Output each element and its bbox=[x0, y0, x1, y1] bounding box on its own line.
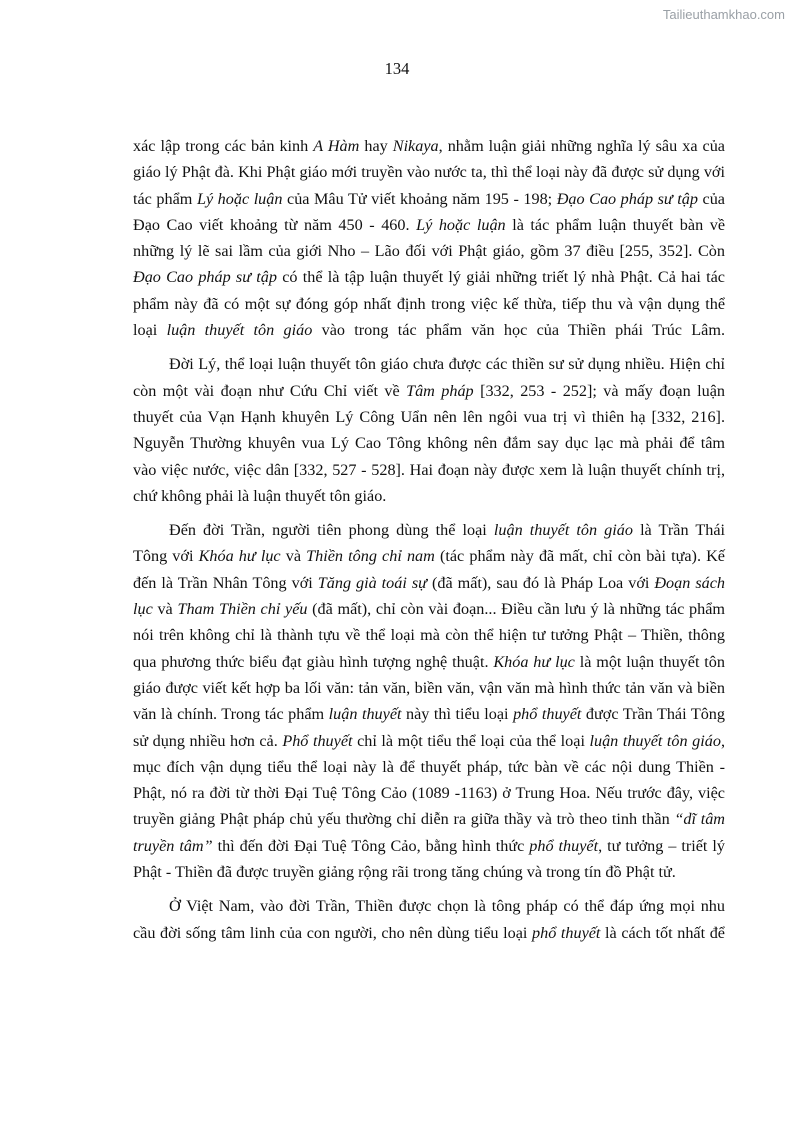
text-run: truyền giảng Phật pháp chủ yếu thường chỉ diễn ra giữa thầy và trò theo tinh thần bbox=[133, 810, 675, 829]
text-line bbox=[133, 780, 725, 806]
italic-title: luận thuyết tôn giáo bbox=[493, 521, 633, 540]
italic-title: truyền tâm” bbox=[133, 836, 213, 855]
body-text bbox=[133, 133, 725, 946]
text-run: qua phương thức biểu đạt giàu hình tượng nghệ thuật. bbox=[133, 652, 494, 671]
text-line bbox=[133, 404, 725, 430]
italic-title: Khóa hư lục bbox=[493, 652, 575, 671]
text-run: của Mâu Tử viết khoảng năm 195 - 198; bbox=[282, 189, 557, 208]
text-line bbox=[133, 378, 725, 404]
text-line bbox=[133, 517, 725, 543]
text-line bbox=[133, 351, 725, 377]
italic-title: lục bbox=[133, 600, 153, 619]
text-run: là cách tốt nhất để bbox=[600, 923, 725, 942]
text-run: sử dụng nhiều hơn cả. bbox=[133, 731, 283, 750]
text-line bbox=[133, 430, 725, 456]
text-run: hay bbox=[359, 137, 393, 155]
text-run: Đời Lý, thể loại luận thuyết tôn giáo chưa được các thiền sư sử dụng nhiều. Hiện chỉ bbox=[169, 355, 725, 374]
italic-title: phổ thuyết bbox=[513, 705, 582, 724]
text-run: có thể là tập luận thuyết lý giải những triết lý nhà Phật. Cả hai tác bbox=[276, 268, 725, 287]
text-line bbox=[133, 675, 725, 701]
text-run: (tác phẩm này đã mất, chỉ còn bài tựa). Kế bbox=[434, 547, 725, 566]
text-run: mục đích vận dụng tiểu thể loại này là để thuyết pháp, tức bàn về các nội dung Thiền - bbox=[133, 757, 725, 776]
text-run: được Trần Thái Tông bbox=[581, 705, 725, 724]
italic-title: Khóa hư lục bbox=[198, 547, 281, 566]
text-line bbox=[133, 649, 725, 675]
page-number: 134 bbox=[384, 59, 410, 78]
text-run: còn một vài đoạn như Cứu Chỉ viết về bbox=[133, 381, 407, 400]
text-line bbox=[133, 264, 725, 290]
text-run: , nhằm luận giải những nghĩa lý sâu xa của bbox=[438, 137, 725, 155]
text-run: phẩm này đã có một sự đóng góp nhất định trong việc kế thừa, tiếp thu và vận dụng thể bbox=[133, 294, 725, 313]
italic-title: Đoạn sách bbox=[654, 573, 725, 592]
text-run: Ở Việt Nam, vào đời Trần, Thiền được chọn là tông pháp có thể đáp ứng mọi nhu bbox=[169, 897, 725, 916]
text-run: Nguyễn Thường khuyên vua Lý Cao Tông không nên đắm say dục lạc mà phải để tâm bbox=[133, 434, 725, 453]
text-line bbox=[133, 543, 725, 569]
italic-title: phổ thuyết bbox=[532, 923, 601, 942]
italic-title: luận thuyết tôn giáo bbox=[166, 321, 313, 340]
text-line bbox=[133, 701, 725, 727]
italic-title: phổ thuyết bbox=[529, 836, 599, 855]
text-run: là tác phẩm luận thuyết bàn về bbox=[505, 215, 725, 234]
text-run: này thì tiểu loại bbox=[401, 705, 514, 724]
text-run: cầu đời sống tâm linh của con người, cho nên dùng tiểu loại bbox=[133, 923, 532, 942]
text-run: thuyết của Vạn Hạnh khuyên Lý Công Uẩn nên lên ngôi vua trị vì thiên hạ [332, 216]. bbox=[133, 407, 725, 426]
text-run: Đạo Cao viết khoảng từ năm 450 - 460. bbox=[133, 215, 417, 234]
text-run: vào việc nước, việc dân [332, 527 - 528]. Hai đoạn này được xem là luận thuyết chính trị, bbox=[133, 460, 725, 479]
text-run: loại bbox=[133, 321, 167, 340]
text-run: thì đến đời Đại Tuệ Tông Cảo, bằng hình thức bbox=[212, 836, 530, 855]
text-line bbox=[133, 859, 725, 885]
text-line bbox=[133, 212, 725, 238]
text-run: chỉ là một tiểu thể loại của thể loại bbox=[352, 731, 590, 750]
text-run: và bbox=[152, 600, 178, 619]
italic-title: Đạo Cao pháp sư tập bbox=[133, 268, 277, 287]
italic-title: “dĩ tâm bbox=[674, 810, 725, 829]
text-line bbox=[133, 754, 725, 780]
text-run: [332, 253 - 252]; và mấy đoạn luận bbox=[473, 381, 725, 400]
text-line bbox=[133, 317, 725, 343]
text-run: là một luận thuyết tôn bbox=[574, 652, 725, 671]
text-run: văn là chính. Trong tác phẩm bbox=[133, 705, 329, 724]
text-line bbox=[133, 920, 725, 946]
text-line bbox=[133, 596, 725, 622]
text-run: tác phẩm bbox=[133, 189, 197, 208]
text-run: , bbox=[720, 731, 725, 750]
italic-title: Lý hoặc luận bbox=[196, 189, 283, 208]
text-line bbox=[133, 291, 725, 317]
text-line bbox=[133, 186, 725, 212]
italic-title: Thiền tông chỉ nam bbox=[306, 547, 435, 566]
text-run: đến là Trần Nhân Tông với bbox=[133, 573, 318, 592]
text-run: , tư tưởng – triết lý bbox=[598, 836, 725, 855]
italic-title: Đạo Cao pháp sư tập bbox=[556, 189, 698, 208]
text-line bbox=[133, 133, 725, 159]
text-line bbox=[133, 622, 725, 648]
text-run: chứ không phải là luận thuyết tôn giáo. bbox=[133, 486, 387, 505]
italic-title: Nikaya bbox=[392, 137, 439, 155]
text-line bbox=[133, 238, 725, 264]
text-run: và bbox=[280, 547, 307, 566]
text-line bbox=[133, 570, 725, 596]
italic-title: A Hàm bbox=[313, 137, 360, 155]
text-line bbox=[133, 806, 725, 832]
text-line bbox=[133, 833, 725, 859]
text-run: Phật, nó ra đời từ thời Đại Tuệ Tông Cảo (1089 -1163) ở Trung Hoa. Nếu trước đây, việc bbox=[133, 784, 725, 803]
watermark: Tailieuthamkhao.com bbox=[662, 7, 785, 22]
italic-title: Tham Thiền chỉ yếu bbox=[177, 600, 308, 619]
text-run: nói trên không chỉ là thành tựu về thể loại mà còn thể hiện tư tưởng Phật – Thiền, thông bbox=[133, 626, 725, 645]
text-run: vào trong tác phẩm văn học của Thiền phái Trúc Lâm. bbox=[312, 321, 726, 340]
text-run: là Trần Thái bbox=[632, 521, 725, 540]
text-run: giáo được viết kết hợp ba lối văn: tản văn, biền văn, vận văn mà hình thức tản văn và biền bbox=[133, 678, 725, 697]
italic-title: Phổ thuyết bbox=[282, 731, 353, 750]
text-line bbox=[133, 893, 725, 919]
text-run: của bbox=[697, 189, 725, 208]
italic-title: Tâm pháp bbox=[406, 381, 474, 400]
text-line bbox=[133, 159, 725, 185]
text-run: Phật - Thiền đã được truyền giảng rộng rãi trong tăng chúng và trong tín đồ Phật tử. bbox=[133, 863, 676, 882]
italic-title: Lý hoặc luận bbox=[416, 215, 506, 234]
text-line bbox=[133, 728, 725, 754]
text-run: xác lập trong các bản kinh bbox=[133, 137, 314, 155]
text-run: Tông với bbox=[133, 547, 199, 566]
text-line bbox=[133, 483, 725, 509]
italic-title: luận thuyết bbox=[328, 705, 402, 724]
text-run: Đến đời Trần, người tiên phong dùng thể loại bbox=[169, 521, 494, 540]
text-run: (đã mất), chỉ còn vài đoạn... Điều cần lưu ý là những tác phẩm bbox=[307, 600, 725, 619]
italic-title: Tăng già toái sự bbox=[317, 573, 427, 592]
text-run: những lý lẽ sai lầm của giới Nho – Lão đối với Phật giáo, gồm 37 điều [255, 352]. Còn bbox=[133, 242, 725, 261]
text-run: giáo lý Phật đà. Khi Phật giáo mới truyền vào nước ta, thì thể loại này đã được sử dụng với bbox=[133, 163, 725, 182]
text-run: (đã mất), sau đó là Pháp Loa với bbox=[426, 573, 655, 592]
italic-title: luận thuyết tôn giáo bbox=[589, 731, 721, 750]
text-line bbox=[133, 457, 725, 483]
